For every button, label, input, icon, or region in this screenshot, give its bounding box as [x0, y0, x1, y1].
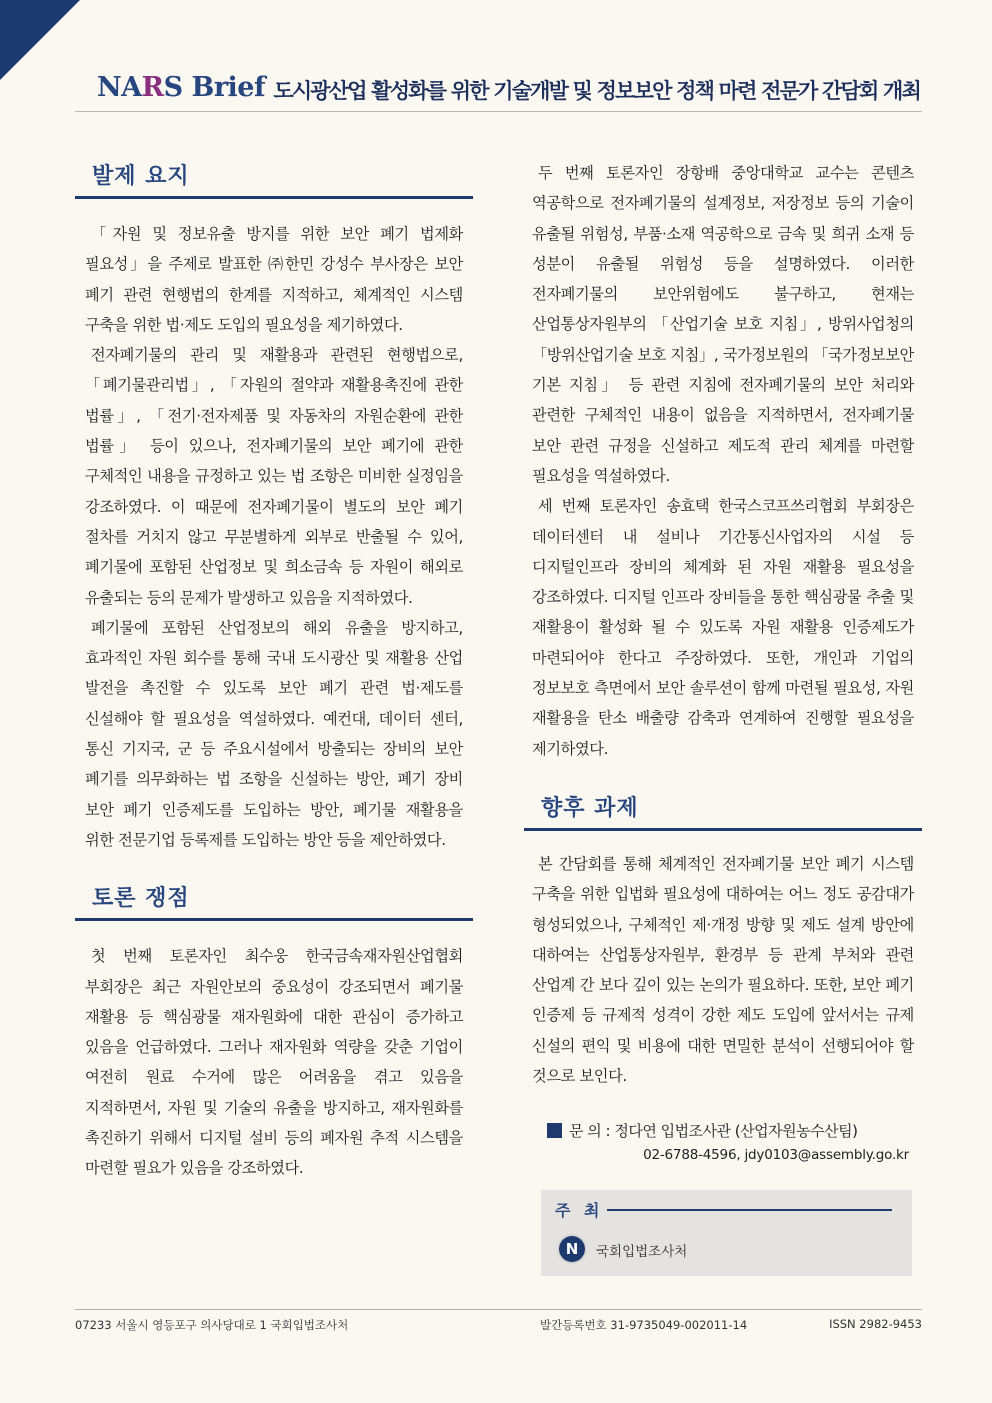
- host-name: 국회입법조사처: [596, 1244, 688, 1260]
- nars-emblem-icon: N: [559, 1236, 585, 1262]
- footer-address: 07233 서울시 영등포구 의사당대로 1 국회입법조사처: [75, 1318, 349, 1332]
- header-title: 도시광산업 활성화를 위한 기술개발 및 정보보안 정책 마련 전문가 간담회 개최: [273, 79, 920, 103]
- nars-brief-logo: NARS Brief: [97, 72, 266, 103]
- footer-divider: [75, 1309, 922, 1310]
- left-column: [75, 158, 473, 1184]
- footer-registration: 발간등록번호 31-9735049-002011-14: [540, 1318, 748, 1332]
- right-column: [524, 158, 922, 1091]
- host-box: [541, 1190, 912, 1276]
- corner-triangle: [0, 0, 80, 80]
- section-title-summary: 발제 요지: [75, 158, 473, 199]
- summary-paragraph-3: 폐기물에 포함된 산업정보의 해외 유출을 방지하고, 효과적인 자원 회수를 통해 국내 도시광산 및 재활용 산업 발전을 촉진할 수 있도록 보안 폐기 관련 법·제도를 신설해야 할 필요성을 역설하였다. 예컨대, 데이터 센터, 통신 기지국, 군 등 주요시설에서 방출되는 장비의 보안 폐기를 의무화하는 법 조항을 신설하는 방안, 폐기 장비 보안 폐기 인증제도를 도입하는 방안, 폐기물 재활용을 위한 전문기업 등록제를 도입하는 방안 등을 제안하였다.: [85, 618, 463, 849]
- page-header: [75, 62, 922, 112]
- bullet-square-icon: [547, 1123, 562, 1138]
- discussion-paragraph-3: 세 번째 토론자인 송효택 한국스코프쓰리협회 부회장은 데이터센터 내 설비나 기간통신사업자의 시설 등 디지털인프라 장비의 체계화 된 자원 재활용 필요성을 강조하였다. 디지털 인프라 장비들을 통한 핵심광물 추출 및 재활용이 활성화 될 수 있도록 자원 재활용 인증제도가 마련되어야 한다고 주장하였다. 또한, 개인과 기업의 정보보호 측면에서 보안 솔루션이 함께 마련될 필요성, 자원 재활용을 탄소 배출량 감축과 연계하여 진행할 필요성을 제기하였다.: [532, 497, 914, 758]
- discussion-paragraph-1: 첫 번째 토론자인 최수웅 한국금속재자원산업협회 부회장은 최근 자원안보의 중요성이 강조되면서 폐기물 재활용 등 핵심광물 재자원화에 대한 관심이 증가하고 있음을 언급하였다. 그러나 재자원화 역량을 갖춘 기업이 여전히 원료 수거에 많은 어려움을 겪고 있음을 지적하면서, 자원 및 기술의 유출을 방지하고, 재자원화를 촉진하기 위해서 디지털 설비 등의 폐자원 추적 시스템을 마련할 필요가 있음을 강조하였다.: [85, 947, 463, 1178]
- host-label: 주 최: [555, 1201, 604, 1220]
- summary-paragraph-1: 「자원 및 정보유출 방지를 위한 보안 폐기 법제화 필요성」을 주제로 발표한 ㈜한민 강성수 부사장은 보안 폐기 관련 현행법의 한계를 지적하고, 체계적인 시스템 구축을 위한 법·제도 도입의 필요성을 제기하였다.: [85, 225, 463, 334]
- header-divider: [75, 111, 922, 112]
- section-title-discussion: 토론 쟁점: [75, 880, 473, 921]
- discussion-paragraph-2: 두 번째 토론자인 장항배 중앙대학교 교수는 콘텐츠 역공학으로 전자폐기물의 설계정보, 저장정보 등의 기술이 유출될 위험성, 부품·소재 역공학으로 금속 및 희귀 소재 등 성분이 유출될 위험성 등을 설명하였다. 이러한 전자폐기물의 보안위험에도 불구하고, 현재는 산업통상자원부의 「산업기술 보호 지침」, 방위사업청의 「방위산업기술 보호 지침」, 국가정보원의 「국가정보보안 기본 지침」 등 관련 지침에 전자폐기물의 보안 처리와 관련한 구체적인 내용이 없음을 지적하면서, 전자폐기물 보안 관련 규정을 신설하고 제도적 관리 체계를 마련할 필요성을 역설하였다.: [532, 164, 914, 485]
- contact-detail: 02-6788-4596, jdy0103@assembly.go.kr: [643, 1147, 909, 1163]
- contact-info: [547, 1120, 917, 1163]
- section-title-future: 향후 과제: [524, 790, 922, 831]
- host-divider: [607, 1209, 892, 1211]
- footer-issn: ISSN 2982-9453: [829, 1317, 922, 1331]
- summary-paragraph-2: 전자폐기물의 관리 및 재활용과 관련된 현행법으로, 「폐기물관리법」, 「자원의 절약과 재활용촉진에 관한 법률」, 「전기·전자제품 및 자동차의 자원순환에 관한 법률」 등이 있으나, 전자폐기물의 보안 폐기에 관한 구체적인 내용을 규정하고 있는 법 조항은 미비한 실정임을 강조하였다. 이 때문에 전자폐기물이 별도의 보안 폐기 절차를 거치지 않고 무분별하게 외부로 반출될 수 있어, 폐기물에 포함된 산업정보 및 희소금속 등 자원이 해외로 유출되는 등의 문제가 발생하고 있음을 지적하였다.: [85, 346, 463, 607]
- contact-label: 문 의 : 정다연 입법조사관 (산업자원농수산팀): [569, 1122, 858, 1140]
- future-paragraph-1: 본 간담회를 통해 체계적인 전자폐기물 보안 폐기 시스템 구축을 위한 입법화 필요성에 대하여는 어느 정도 공감대가 형성되었으나, 구체적인 제·개정 방향 및 제도 설계 방안에 대하여는 산업통상자원부, 환경부 등 관계 부처와 관련 산업계 간 보다 깊이 있는 논의가 필요하다. 또한, 보안 폐기 인증제 등 규제적 성격이 강한 제도 도입에 앞서서는 규제 신설의 편익 및 비용에 대한 면밀한 분석이 선행되어야 할 것으로 보인다.: [532, 854, 914, 1086]
